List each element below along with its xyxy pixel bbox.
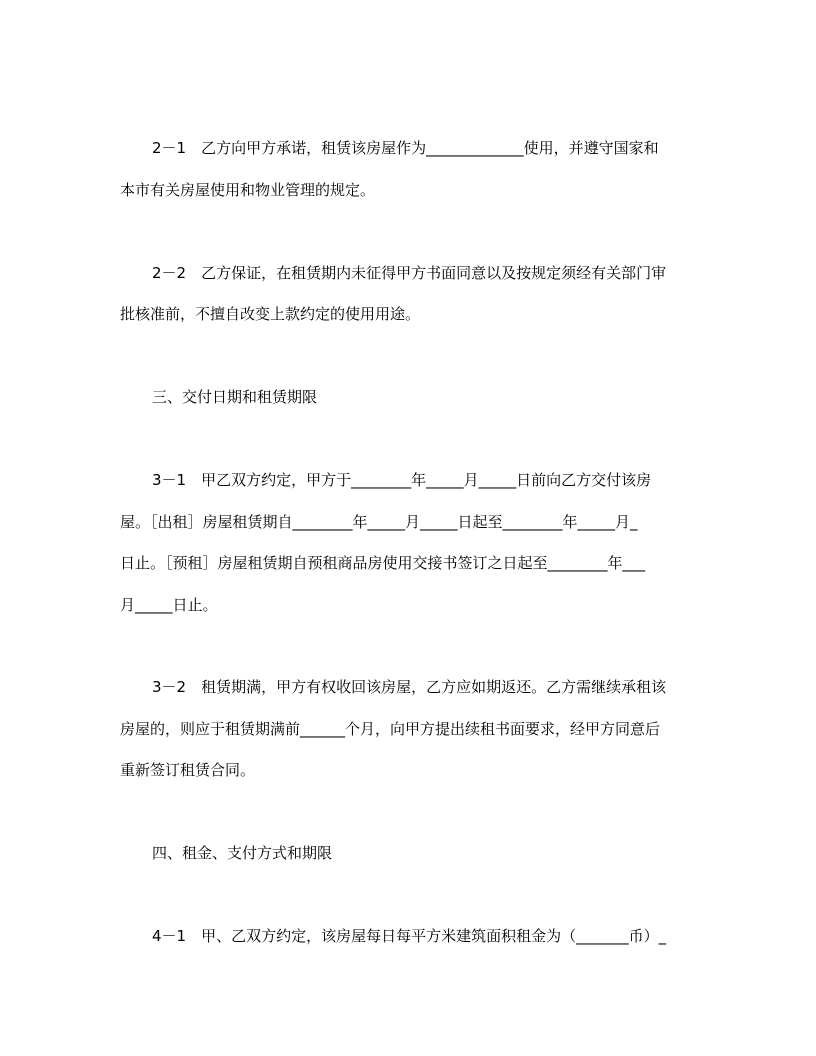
clause-3-1-line-2: 屋。［出租］房屋租赁期自________年_____月_____日起至________年_____月_ (120, 513, 638, 531)
clause-3-2-line-3: 重新签订租赁合同。 (120, 761, 256, 779)
section-heading-4: 四、租金、支付方式和期限 (152, 844, 333, 862)
clause-3-2-line-2: 房屋的，则应于租赁期满前______个月，向甲方提出续租书面要求，经甲方同意后 (120, 720, 661, 738)
clause-2-1-line-2: 本市有关房屋使用和物业管理的规定。 (120, 181, 376, 199)
clause-2-2-line-2: 批核准前，不擅自改变上款约定的使用用途。 (120, 305, 421, 323)
clause-3-1-line-4: 月_____日止。 (120, 596, 218, 614)
clause-4-1-line-1: 4－1 甲、乙双方约定，该房屋每日每平方米建筑面积租金为（_______币）_ (152, 927, 667, 945)
clause-3-2-line-1: 3－2 租赁期满，甲方有权收回该房屋，乙方应如期返还。乙方需继续承租该 (152, 678, 667, 696)
clause-2-2-line-1: 2－2 乙方保证，在租赁期内未征得甲方书面同意以及按规定须经有关部门审 (152, 264, 667, 282)
clause-2-1-line-1: 2－1 乙方向甲方承诺，租赁该房屋作为_____________使用，并遵守国家和 (152, 139, 659, 157)
clause-3-1-line-3: 日止。［预租］房屋租赁期自预租商品房使用交接书签订之日起至________年___ (120, 554, 646, 572)
clause-3-1-line-1: 3－1 甲乙双方约定，甲方于________年_____月_____日前向乙方交付该房 (152, 471, 652, 489)
section-heading-3: 三、交付日期和租赁期限 (152, 388, 318, 406)
